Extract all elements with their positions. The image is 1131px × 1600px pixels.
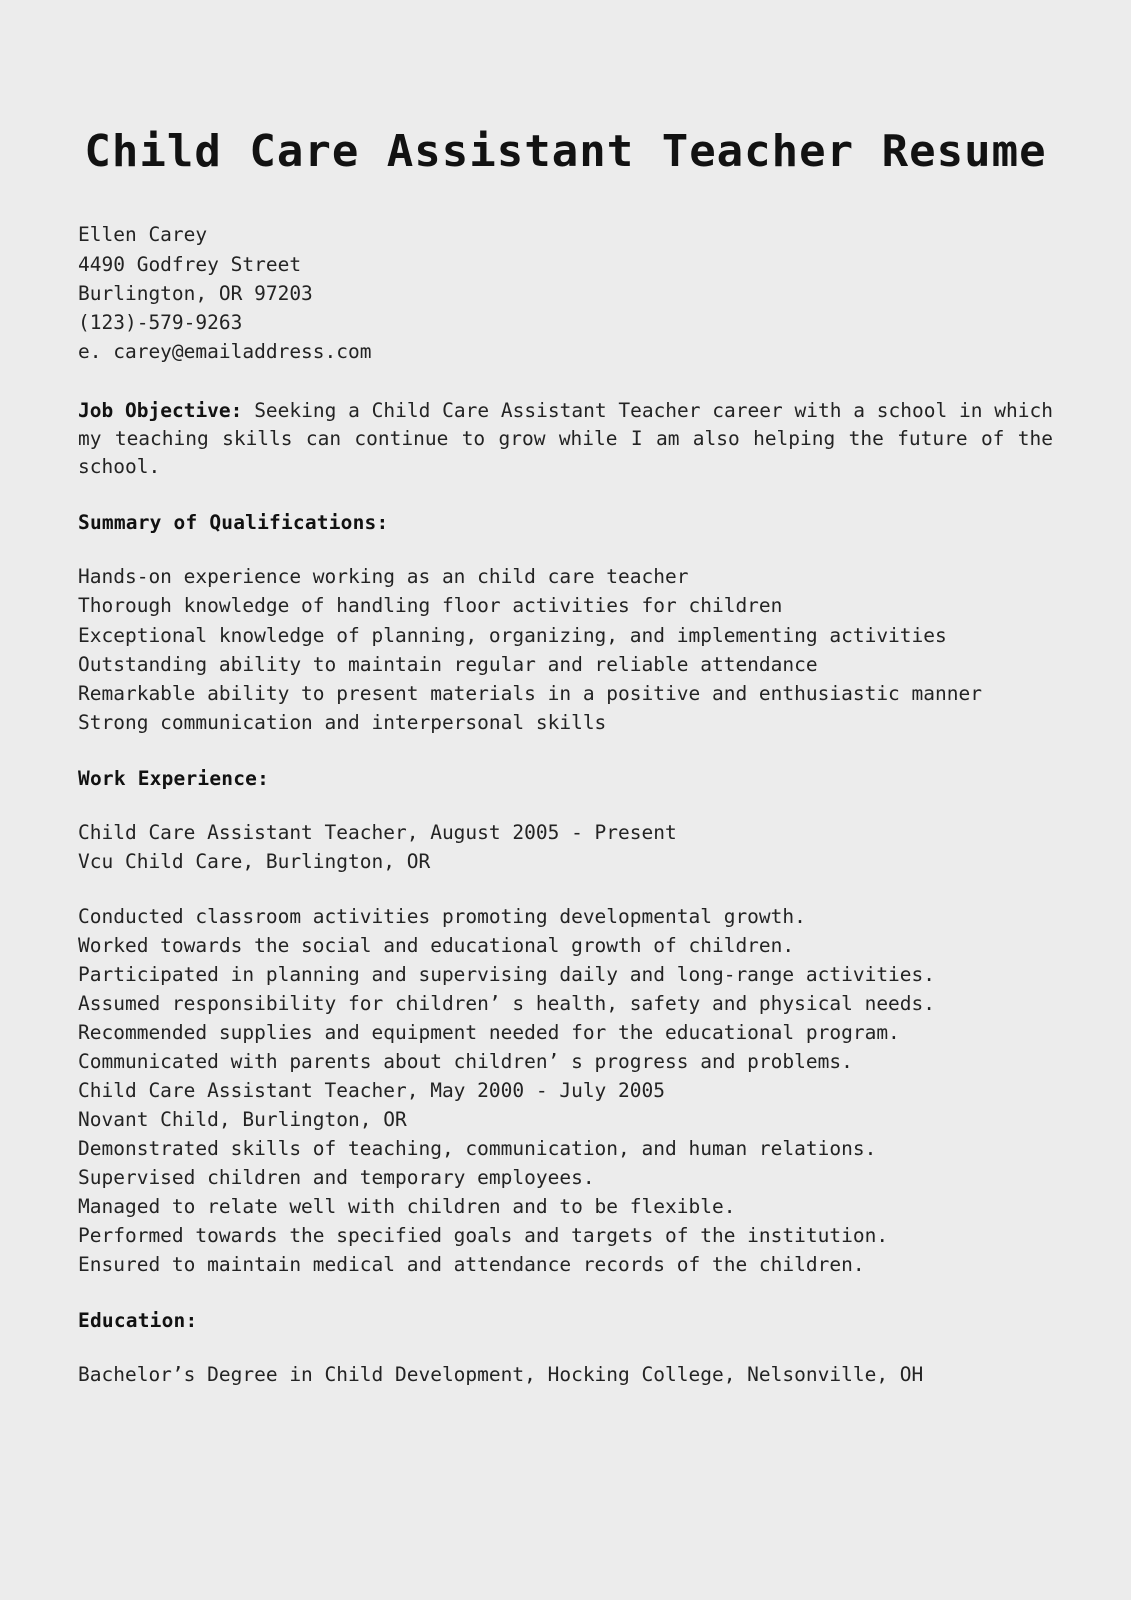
- page-title: Child Care Assistant Teacher Resume: [84, 126, 1047, 177]
- employer-line: Vcu Child Care, Burlington, OR: [78, 849, 431, 873]
- job-title-line: Child Care Assistant Teacher, May 2000 - July 2005: [78, 1079, 665, 1103]
- experience-item: Managed to relate well with children and to be flexible.: [78, 1195, 736, 1219]
- employer-line: Novant Child, Burlington, OR: [78, 1108, 407, 1132]
- education-item: Bachelor’s Degree in Child Development, Hocking College, Nelsonville, OH: [78, 1363, 924, 1387]
- qualification-item: Hands-on experience working as an child care teacher: [78, 565, 689, 589]
- qualifications-body: [78, 562, 1053, 736]
- job-title-line: Child Care Assistant Teacher, August 2005 - Present: [78, 820, 677, 844]
- job-objective-label: Job Objective:: [78, 398, 243, 422]
- experience-item: Demonstrated skills of teaching, communication, and human relations.: [78, 1137, 877, 1161]
- experience-item: Communicated with parents about children’ s progress and problems.: [78, 1050, 853, 1074]
- education-body: [78, 1360, 1053, 1389]
- contact-street: 4490 Godfrey Street: [78, 252, 302, 276]
- work-experience-heading: Work Experience:: [78, 766, 270, 790]
- experience-item: Assumed responsibility for children’ s health, safety and physical needs.: [78, 991, 936, 1015]
- experience-item: Worked towards the social and educational growth of children.: [78, 933, 795, 957]
- contact-city-state-zip: Burlington, OR 97203: [78, 281, 313, 305]
- experience-item: Ensured to maintain medical and attendance records of the children.: [78, 1253, 865, 1277]
- contact-name: Ellen Carey: [78, 223, 208, 247]
- spacer: [78, 876, 1053, 902]
- job-objective-text: Seeking a Child Care Assistant Teacher career with a school in which my teaching skills can continue to grow while I am also helping the future of the school.: [78, 398, 1053, 479]
- experience-item: Performed towards the specified goals and targets of the institution.: [78, 1224, 889, 1248]
- contact-block: [78, 220, 1053, 366]
- education-heading: Education:: [78, 1309, 198, 1333]
- job-objective-block: [78, 397, 1053, 482]
- qualification-item: Remarkable ability to present materials in a positive and enthusiastic manner: [78, 681, 982, 705]
- experience-item: Supervised children and temporary employees.: [78, 1166, 595, 1190]
- experience-item: Participated in planning and supervising daily and long-range activities.: [78, 962, 936, 986]
- contact-email: e. carey@emailaddress.com: [78, 340, 372, 364]
- experience-item: Recommended supplies and equipment needed for the educational program.: [78, 1021, 900, 1044]
- qualification-item: Outstanding ability to maintain regular and reliable attendance: [78, 652, 818, 676]
- qualifications-heading: Summary of Qualifications:: [78, 511, 389, 535]
- qualification-item: Strong communication and interpersonal skills: [78, 710, 607, 734]
- contact-phone: (123)-579-9263: [78, 311, 243, 335]
- work-experience-body: [78, 818, 1053, 1280]
- qualification-item: Thorough knowledge of handling floor activities for children: [78, 594, 783, 618]
- experience-item: Conducted classroom activities promoting developmental growth.: [78, 904, 806, 928]
- qualification-item: Exceptional knowledge of planning, organizing, and implementing activities: [78, 623, 947, 647]
